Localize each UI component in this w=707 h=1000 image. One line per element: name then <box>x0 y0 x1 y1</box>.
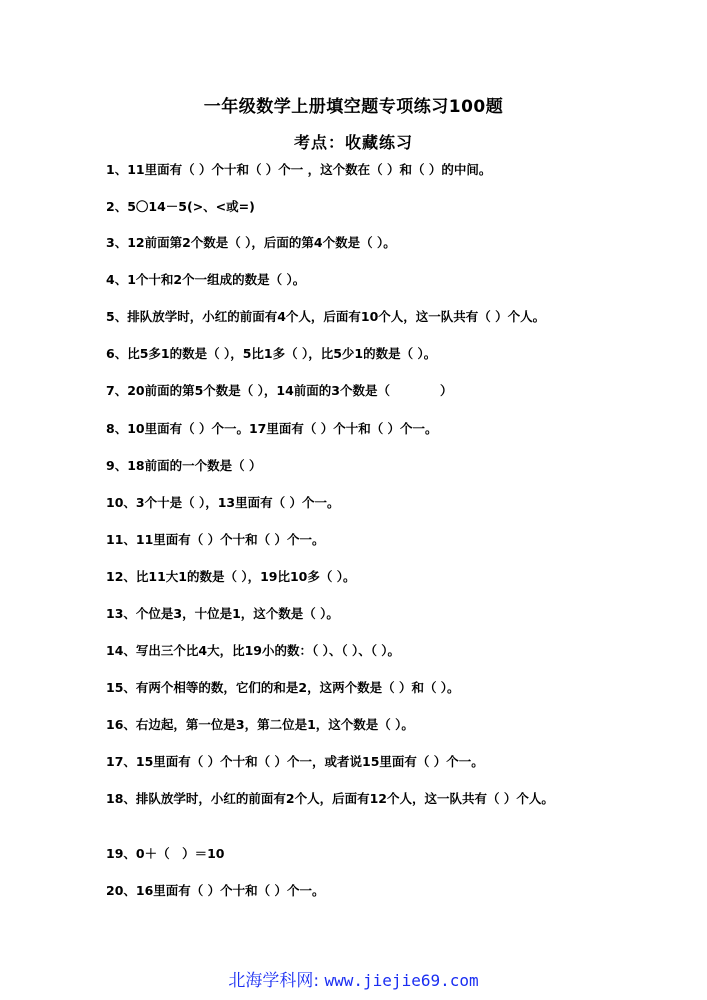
question-2: 2、5〇14－5(>、<或=) <box>106 199 255 214</box>
footer-watermark <box>0 966 707 991</box>
question-10: 10、3个十是（ ），13里面有（ ）个一。 <box>106 495 340 510</box>
question-3: 3、12前面第2个数是（ ），后面的第4个数是（ ）。 <box>106 235 396 250</box>
question-1: 1、11里面有（ ）个十和（ ）个一 ，这个数在（ ）和（ ）的中间。 <box>106 162 492 177</box>
page-title: 一年级数学上册填空题专项练习100题 <box>203 97 504 117</box>
question-20: 20、16里面有（ ）个十和（ ）个一。 <box>106 883 325 898</box>
question-11: 11、11里面有（ ）个十和（ ）个一。 <box>106 532 325 547</box>
question-7: 7、20前面的第5个数是（ ），14前面的3个数是（ ） <box>106 383 453 398</box>
footer-site-name: 北海学科网: <box>228 971 320 991</box>
question-13: 13、个位是3，十位是1，这个数是（ ）。 <box>106 606 339 621</box>
question-5: 5、排队放学时，小红的前面有4个人，后面有10个人，这一队共有（ ）个人。 <box>106 309 546 324</box>
footer-url[interactable]: www.jiejie69.com <box>324 971 479 990</box>
question-4: 4、1个十和2个一组成的数是（ ）。 <box>106 272 306 287</box>
question-12: 12、比11大1的数是（ ），19比10多（ ）。 <box>106 569 356 584</box>
page-subtitle: 考点：收藏练习 <box>293 133 413 152</box>
question-8: 8、10里面有（ ）个一。17里面有（ ）个十和（ ）个一。 <box>106 421 438 436</box>
question-18: 18、排队放学时，小红的前面有2个人，后面有12个人，这一队共有（ ）个人。 <box>106 791 554 806</box>
question-14: 14、写出三个比4大，比19小的数：（ ）、（ ）、（ ）。 <box>106 643 401 658</box>
question-16: 16、右边起，第一位是3，第二位是1，这个数是（ ）。 <box>106 717 414 732</box>
question-17: 17、15里面有（ ）个十和（ ）个一，或者说15里面有（ ）个一。 <box>106 754 484 769</box>
question-15: 15、有两个相等的数，它们的和是2，这两个数是（ ）和（ ）。 <box>106 680 460 695</box>
question-19: 19、0＋（ ）＝10 <box>106 846 225 861</box>
question-6: 6、比5多1的数是（ ），5比1多（ ），比5少1的数是（ ）。 <box>106 346 437 361</box>
question-9: 9、18前面的一个数是（ ） <box>106 458 262 473</box>
